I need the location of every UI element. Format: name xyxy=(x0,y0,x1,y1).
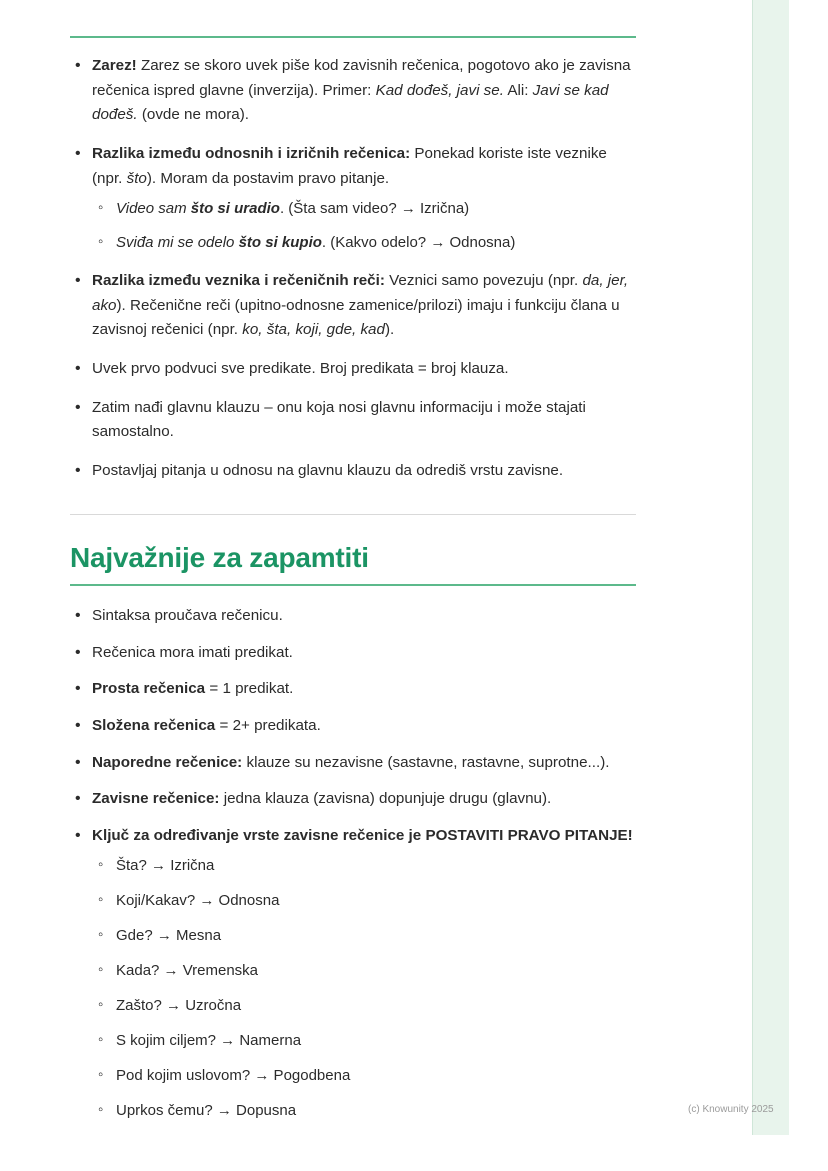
sub-list-item xyxy=(92,959,640,983)
text-run: Kada? → Vremenska xyxy=(116,962,259,980)
sub-list-item xyxy=(92,854,640,878)
list-item-lead: Zavisne rečenice: xyxy=(92,790,220,808)
text-run: Šta? → Izrična xyxy=(116,857,215,875)
text-run: klauze su nezavisne (sastavne, rastavne, suprotne...). xyxy=(242,753,610,771)
text-run: Koji/Kakav? → Odnosna xyxy=(116,892,280,910)
list-item xyxy=(70,677,640,702)
sub-list-item xyxy=(92,994,640,1018)
list-item xyxy=(70,142,640,255)
list-item-lead: Prosta rečenica xyxy=(92,680,206,698)
tips-list xyxy=(70,54,640,484)
list-item xyxy=(70,641,640,666)
list-item-lead: Razlika između odnosnih i izričnih rečenica: xyxy=(92,144,411,162)
text-run: Javi se kad dođeš. xyxy=(92,81,609,124)
text-run: . (Kakvo odelo? → Odnosna) xyxy=(321,234,516,252)
text-run: Postavljaj pitanja u odnosu na glavnu klauzu da odrediš vrstu zavisne. xyxy=(92,461,564,479)
sub-list-item xyxy=(92,1064,640,1088)
text-run: što xyxy=(126,169,147,187)
page-title: Najvažnije za zapamtiti xyxy=(70,541,369,573)
list-item xyxy=(70,604,640,629)
section-divider xyxy=(70,514,636,515)
sub-list-item xyxy=(92,1029,640,1053)
text-run: (ovde ne mora). xyxy=(137,106,250,124)
list-item xyxy=(70,459,640,484)
sub-list-item xyxy=(92,231,640,255)
text-run: ). xyxy=(384,321,395,339)
text-run: Kad dođeš, javi se. xyxy=(375,81,504,99)
list-item-lead: Razlika između veznika i rečeničnih reči: xyxy=(92,272,385,290)
summary-list xyxy=(70,604,640,1123)
text-run: ko, šta, koji, gde, kad xyxy=(242,321,385,339)
text-run: Ponekad koriste iste veznike (npr. xyxy=(92,144,607,187)
text-run: Video sam xyxy=(116,200,191,218)
sub-list-item xyxy=(92,924,640,948)
list-item xyxy=(70,357,640,382)
text-run: da, jer, ako xyxy=(92,272,629,314)
list-item-lead: Zarez! xyxy=(92,57,137,74)
text-run: S kojim ciljem? → Namerna xyxy=(116,1032,302,1050)
text-run: Uvek prvo podvuci sve predikate. Broj predikata = broj klauza. xyxy=(92,360,509,377)
sub-list xyxy=(92,197,640,255)
list-item xyxy=(70,787,640,812)
text-run: jedna klauza (zavisna) dopunjuje drugu (glavnu). xyxy=(219,790,552,808)
list-item xyxy=(70,751,640,776)
text-run: Rečenica mora imati predikat. xyxy=(92,643,293,661)
text-run: ). Rečenične reči (upitno-odnosne zamenice/prilozi) imaju i funkciju člana u zavisnoj rečenici (npr. xyxy=(92,296,620,339)
sub-list-item xyxy=(92,889,640,913)
page-content xyxy=(70,36,640,1135)
list-item xyxy=(70,396,640,445)
text-run: Gde? → Mesna xyxy=(116,927,222,945)
sub-list xyxy=(92,854,640,1123)
list-item xyxy=(70,714,640,739)
list-item-lead: Naporedne rečenice: xyxy=(92,753,243,771)
list-item-lead: Ključ za određivanje vrste zavisne rečenice je POSTAVITI PRAVO PITANJE! xyxy=(92,826,633,844)
text-run: što si uradio xyxy=(190,200,280,218)
text-run: Veznici samo povezuju (npr. xyxy=(384,272,583,290)
text-run: što si kupio xyxy=(238,234,322,252)
text-run: Pod kojim uslovom? → Pogodbena xyxy=(116,1067,351,1085)
title-underline xyxy=(70,584,636,586)
text-run: Sviđa mi se odelo xyxy=(116,234,239,252)
text-run: = 1 predikat. xyxy=(205,680,294,698)
text-run: Zašto? → Uzročna xyxy=(116,997,242,1015)
top-divider xyxy=(70,36,636,38)
text-run: Zatim nađi glavnu klauzu – onu koja nosi glavnu informaciju i može stajati samostalno. xyxy=(92,398,586,441)
text-run: ). Moram da postavim pravo pitanje. xyxy=(146,169,390,187)
text-run: Sintaksa proučava rečenicu. xyxy=(92,607,283,625)
text-run: = 2+ predikata. xyxy=(215,716,321,734)
text-run: Ali: xyxy=(503,81,533,99)
list-item xyxy=(70,824,640,1124)
list-item xyxy=(70,269,640,343)
sub-list-item xyxy=(92,1099,640,1123)
text-run: . (Šta sam video? → Izrična) xyxy=(279,200,470,218)
text-run: Zarez se skoro uvek piše kod zavisnih rečenica, pogotovo ako je zavisna rečenica ispred glavne (inverzija). Primer: xyxy=(92,57,631,99)
page-right-gutter xyxy=(752,0,789,1135)
list-item-lead: Složena rečenica xyxy=(92,716,216,734)
text-run: Uprkos čemu? → Dopusna xyxy=(116,1102,297,1120)
list-item xyxy=(70,54,640,128)
page-bottom-edge xyxy=(0,1135,828,1171)
sub-list-item xyxy=(92,197,640,221)
copyright-note: (c) Knowunity 2025 xyxy=(688,1104,774,1115)
